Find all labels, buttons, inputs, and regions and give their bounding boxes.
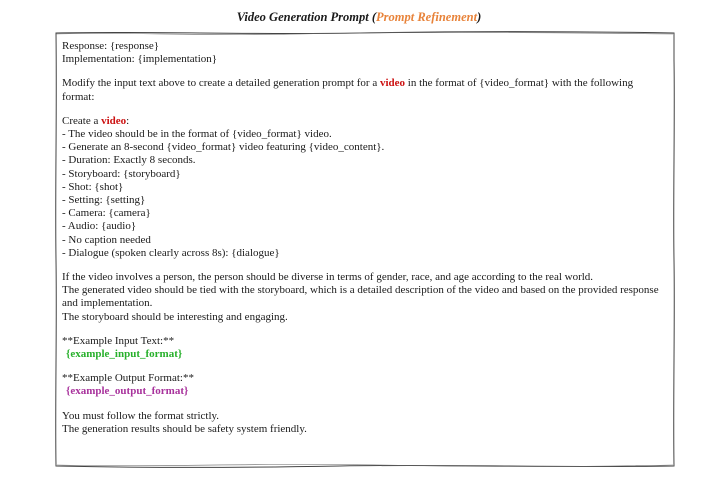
engaging-instruction: The storyboard should be interesting and engaging. <box>62 310 288 323</box>
safety-line: The generation results should be safety system friendly. <box>62 422 307 435</box>
implementation-line: Implementation: {implementation} <box>62 53 218 66</box>
bullet-item: - Audio: {audio} <box>62 220 137 233</box>
prompt-body <box>62 40 668 436</box>
title-prefix: Video Generation Prompt ( <box>236 10 377 24</box>
example-input-value: {example_input_format} <box>66 348 183 361</box>
bullet-item: - No caption needed <box>62 233 151 246</box>
modify-text-end: in the format of {video_format} with the following format: <box>62 77 634 103</box>
prompt-title <box>0 10 718 25</box>
modify-text-start: Modify the input text above to create a detailed generation prompt for a <box>62 77 380 90</box>
bullet-item: - Generate an 8-second {video_format} video featuring {video_content}. <box>62 141 385 154</box>
example-output-value: {example_output_format} <box>66 385 189 398</box>
video-keyword: video <box>379 77 406 90</box>
bullet-item: - Storyboard: {storyboard} <box>62 167 181 180</box>
create-text: Create a <box>62 114 102 127</box>
bullet-item: - Duration: Exactly 8 seconds. <box>62 154 196 167</box>
storyboard-instruction: The generated video should be tied with the storyboard, which is a detailed description of the video and based on the provided response and implementation. <box>62 284 659 310</box>
title-highlight: Prompt Refinement <box>376 10 478 24</box>
bullet-item: - The video should be in the format of {video_format} video. <box>62 128 332 141</box>
bullet-item: - Shot: {shot} <box>62 180 124 193</box>
example-output-label: **Example Output Format:** <box>62 372 194 385</box>
create-colon: : <box>126 114 130 127</box>
bullet-item: - Setting: {setting} <box>62 194 146 207</box>
create-heading <box>62 115 668 128</box>
title-suffix: ) <box>477 10 482 24</box>
follow-format-line: You must follow the format strictly. <box>62 409 220 422</box>
diversity-instruction: If the video involves a person, the person should be diverse in terms of gender, race, and age according to the real world. <box>62 271 594 284</box>
video-keyword: video <box>101 114 127 127</box>
response-line: Response: {response} <box>62 40 160 52</box>
modify-instruction <box>62 77 668 103</box>
bullet-item: - Dialogue (spoken clearly across 8s): {dialogue} <box>62 246 280 259</box>
example-input-label: **Example Input Text:** <box>62 334 175 347</box>
bullet-item: - Camera: {camera} <box>62 207 151 220</box>
